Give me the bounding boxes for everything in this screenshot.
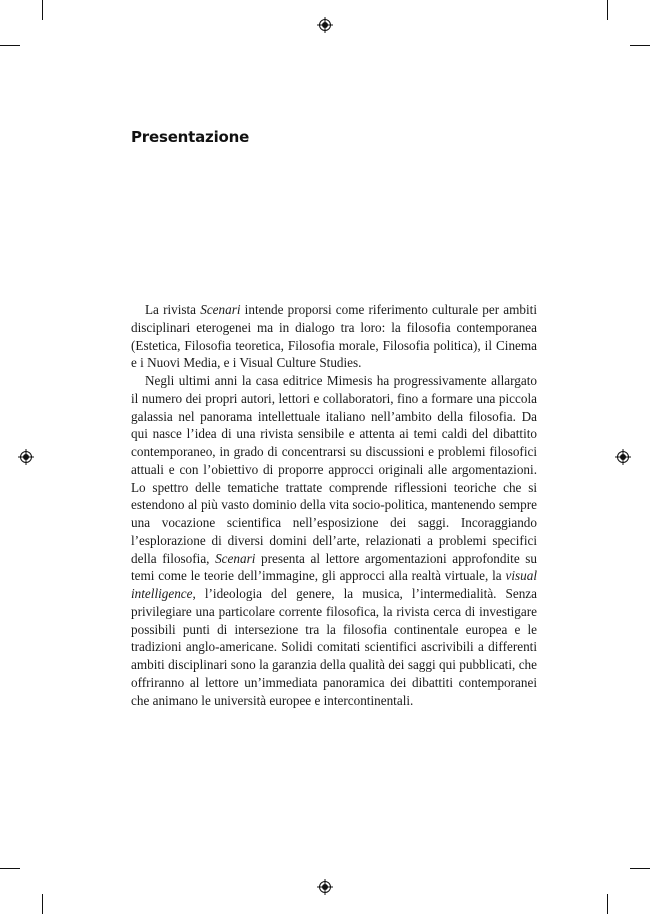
italic-text: Scenari [215, 550, 256, 566]
crop-mark [630, 45, 650, 46]
crop-mark [607, 0, 608, 20]
page-title: Presentazione [131, 128, 250, 146]
text-run: , l’ideologia del genere, la musica, l’intermedialità. Senza privilegiare una particolare corrente filosofica, la rivista cerca di investigare possibili punti di intersezione tra la filosofia continentale europea e le tradizioni anglo-americane. Solidi comitati scientifici ascrivibili a differenti ambiti disciplinari sono la garanzia della qualità dei saggi qui pubblicati, che offriranno al lettore un’immediata panoramica dei dibattiti contemporanei che animano le università europee e intercontinentali. [131, 586, 537, 708]
text-run: intende proporsi come riferimento culturale per ambiti disciplinari eterogenei ma in dialogo tra loro: la filosofia contemporanea (Estetica, Filosofia teoretica, Filosofia morale, Filosofia politica), il Cinema e i Nuovi Media, e i Visual Culture Studies. [131, 302, 538, 371]
paragraph [131, 372, 537, 709]
paragraph [131, 301, 537, 372]
registration-mark-icon [317, 17, 333, 33]
crop-mark [0, 868, 20, 869]
registration-mark-icon [18, 449, 34, 465]
text-run: La rivista [145, 302, 201, 317]
italic-text: Scenari [200, 302, 241, 317]
text-run: presenta al lettore argomentazioni approfondite su temi come le teorie dell’immagine, gli approcci alla realtà virtuale, la [131, 550, 537, 584]
registration-mark-icon [615, 449, 631, 465]
crop-mark [607, 894, 608, 914]
body-text [131, 301, 537, 709]
italic-text: visual intelligence [131, 568, 537, 601]
crop-mark [42, 894, 43, 914]
crop-mark [42, 0, 43, 20]
text-run: Negli ultimi anni la casa editrice Mimesis ha progressivamente allargato il numero dei propri autori, lettori e collaboratori, fino a formare una piccola galassia nel panorama intellettuale italiano nell’ambito della filosofia. Da qui nasce l’idea di una rivista sensibile e attenta ai temi caldi del dibattito contemporaneo, in grado di concentrarsi su discussioni e problemi filosofici attuali e con l’obiettivo di proporre approcci originali alle argomentazioni. Lo spettro delle tematiche trattate comprende riflessioni teoriche che si estendono al più vasto dominio della vita socio-politica, mantenendo sempre una vocazione scientifica nell’esposizione dei saggi. Incoraggiando l’esplorazione di diversi domini dell’arte, relazionati a problemi specifici della filosofia, [131, 373, 537, 566]
registration-mark-icon [317, 879, 333, 895]
crop-mark [630, 868, 650, 869]
crop-mark [0, 45, 20, 46]
